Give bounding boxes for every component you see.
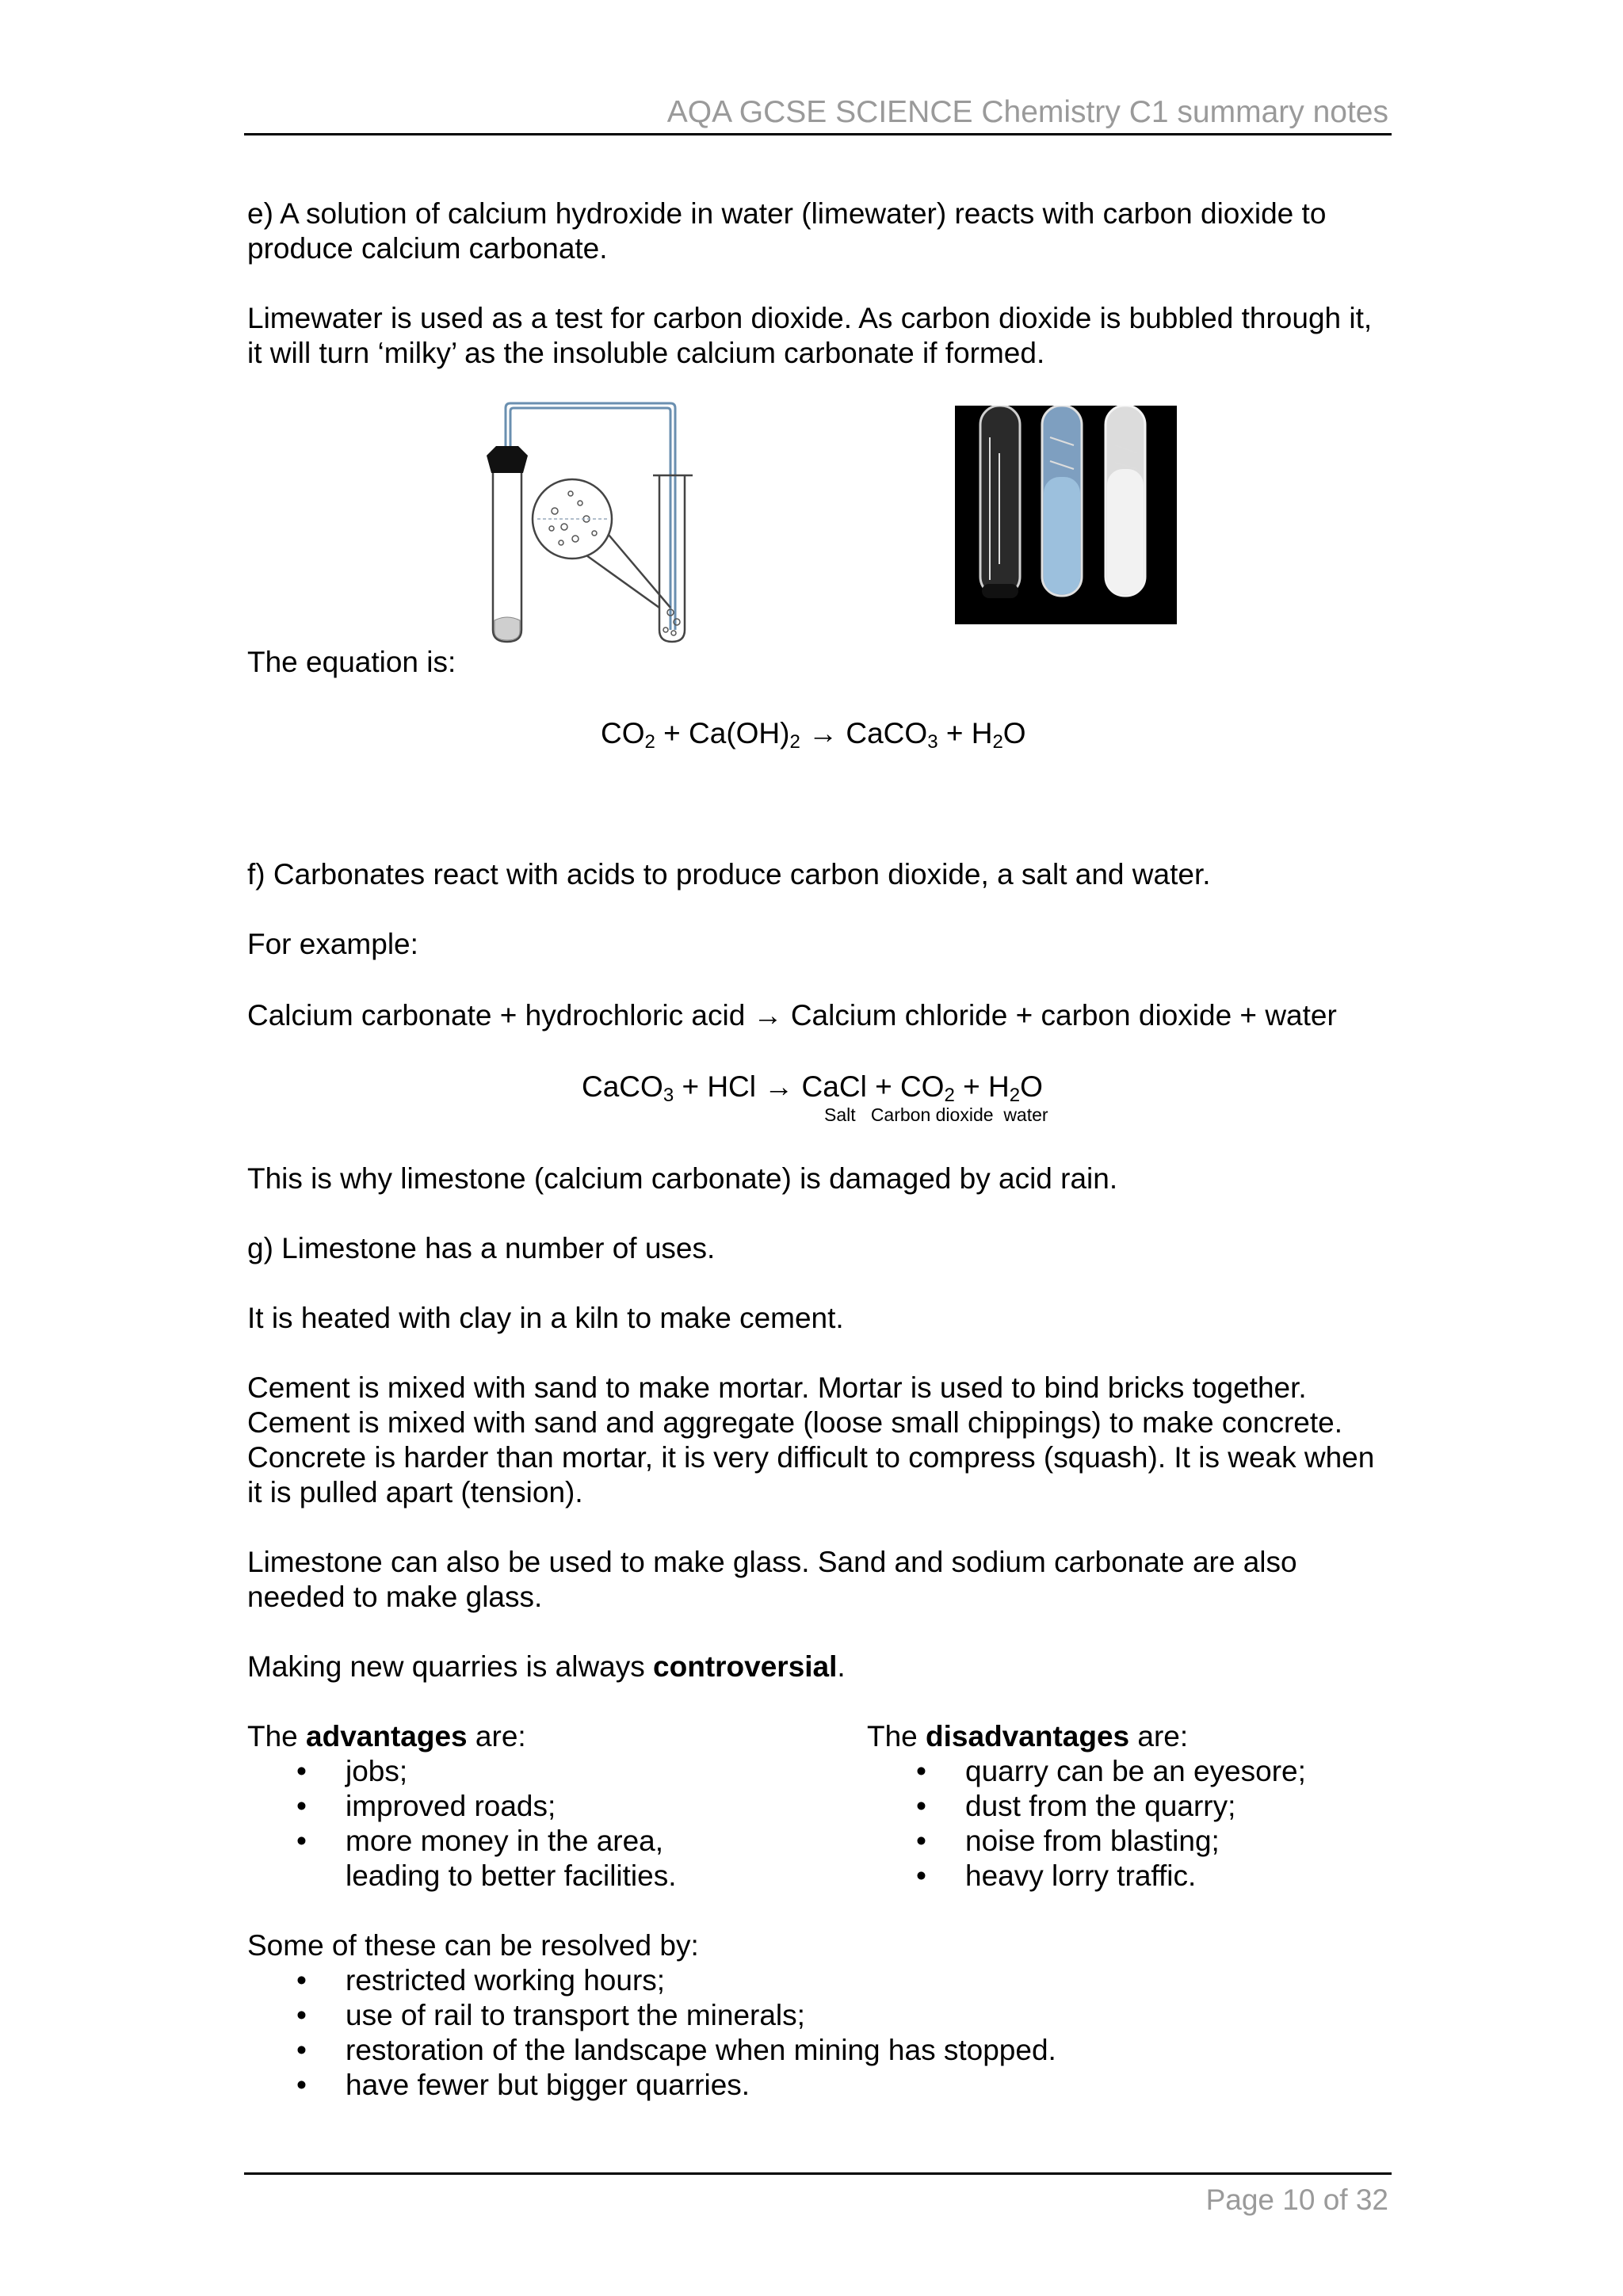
- disadv-suffix: are:: [1129, 1720, 1189, 1753]
- acid-eq-mid: + HCl → CaCl + CO: [674, 1070, 945, 1103]
- limewater-test-text: Limewater is used as a test for carbon dioxide. As carbon dioxide is bubbled through it, it will turn ‘milky’ as the insoluble calcium carbonate if formed.: [247, 302, 1373, 369]
- adv-suffix: are:: [467, 1720, 526, 1753]
- quarries-suffix: .: [837, 1650, 846, 1683]
- cement-text: It is heated with clay in a kiln to make cement.: [247, 1302, 844, 1334]
- eq-o: O: [1002, 717, 1026, 749]
- limewater-equation: [601, 716, 1026, 751]
- advantages-list: [247, 1754, 754, 1894]
- list-item: • dust from the quarry;: [867, 1789, 1390, 1824]
- adv-prefix: The: [247, 1720, 307, 1753]
- label-water: water: [1003, 1104, 1048, 1125]
- list-item: • restricted working hours;: [247, 1963, 1357, 1998]
- header-rule: [244, 133, 1392, 135]
- header-title: AQA GCSE SCIENCE Chemistry C1 summary notes: [666, 95, 1388, 129]
- list-item: • jobs;: [247, 1754, 754, 1789]
- page-number: Page 10 of 32: [1205, 2183, 1388, 2216]
- disadv-prefix: The: [867, 1720, 926, 1753]
- list-item: • noise from blasting;: [867, 1824, 1390, 1859]
- section-e-intro: e) A solution of calcium hydroxide in water (limewater) reacts with carbon dioxide to produce calcium carbonate.: [247, 197, 1327, 265]
- label-carbon-dioxide: Carbon dioxide: [870, 1104, 994, 1125]
- disadvantages-heading: [867, 1719, 1188, 1754]
- eq-co-sub: 2: [644, 731, 655, 753]
- mortar-concrete-text: Cement is mixed with sand to make mortar. Mortar is used to bind bricks together. Cement is mixed with sand and aggregate (loose small chippings) to make concrete. Concrete is harder than mortar, it is very difficult to compress (squash). It is weak when it is pulled apart (tension).: [247, 1371, 1375, 1508]
- list-item: • restoration of the landscape when mining has stopped.: [247, 2033, 1357, 2068]
- acid-equation: [582, 1070, 1043, 1104]
- section-f-intro: f) Carbonates react with acids to produce carbon dioxide, a salt and water.: [247, 858, 1211, 891]
- acid-eq-co-sub: 2: [944, 1085, 955, 1106]
- eq-h-sub: 2: [992, 731, 1003, 753]
- label-salt: Salt: [824, 1104, 856, 1125]
- disadvantages-list: [867, 1754, 1390, 1894]
- glass-text: Limestone can also be used to make glass. Sand and sodium carbonate are also needed to make glass.: [247, 1546, 1297, 1613]
- word-equation: Calcium carbonate + hydrochloric acid → Calcium chloride + carbon dioxide + water: [247, 999, 1337, 1032]
- adv-bold: advantages: [306, 1720, 468, 1753]
- limewater-apparatus-diagram: [475, 400, 705, 650]
- acid-eq-h: + H: [954, 1070, 1010, 1103]
- acid-eq-o: O: [1020, 1070, 1043, 1103]
- footer-rule: [244, 2172, 1392, 2175]
- eq-caco: → CaCO: [800, 717, 928, 749]
- list-item: • use of rail to transport the minerals;: [247, 1998, 1357, 2033]
- quarries-prefix: Making new quarries is always: [247, 1650, 654, 1683]
- resolutions-intro: Some of these can be resolved by:: [247, 1929, 699, 1962]
- eq-caoh: + Ca(OH): [655, 717, 790, 749]
- list-item: • more money in the area, leading to better facilities.: [247, 1824, 754, 1894]
- product-labels: [824, 1104, 1048, 1126]
- acid-eq-h-sub: 2: [1009, 1085, 1021, 1106]
- list-item: • have fewer but bigger quarries.: [247, 2068, 1357, 2103]
- disadv-bold: disadvantages: [926, 1720, 1130, 1753]
- list-item: • improved roads;: [247, 1789, 754, 1824]
- limewater-tubes-photo: [955, 406, 1177, 624]
- advantages-heading: [247, 1719, 526, 1754]
- eq-co: CO: [601, 717, 645, 749]
- eq-h: + H: [938, 717, 993, 749]
- quarries-bold: controversial: [653, 1650, 838, 1683]
- list-item: • heavy lorry traffic.: [867, 1859, 1390, 1894]
- section-g-intro: g) Limestone has a number of uses.: [247, 1232, 716, 1264]
- for-example-label: For example:: [247, 928, 418, 960]
- acid-eq-caco: CaCO: [582, 1070, 663, 1103]
- acid-eq-caco-sub: 3: [663, 1085, 674, 1106]
- equation-label: The equation is:: [247, 646, 456, 678]
- list-item: • quarry can be an eyesore;: [867, 1754, 1390, 1789]
- acid-rain-text: This is why limestone (calcium carbonate) is damaged by acid rain.: [247, 1162, 1118, 1195]
- eq-caco-sub: 3: [927, 731, 938, 753]
- eq-caoh-sub: 2: [789, 731, 800, 753]
- quarries-text: [247, 1650, 846, 1684]
- resolutions-list: [247, 1963, 1357, 2103]
